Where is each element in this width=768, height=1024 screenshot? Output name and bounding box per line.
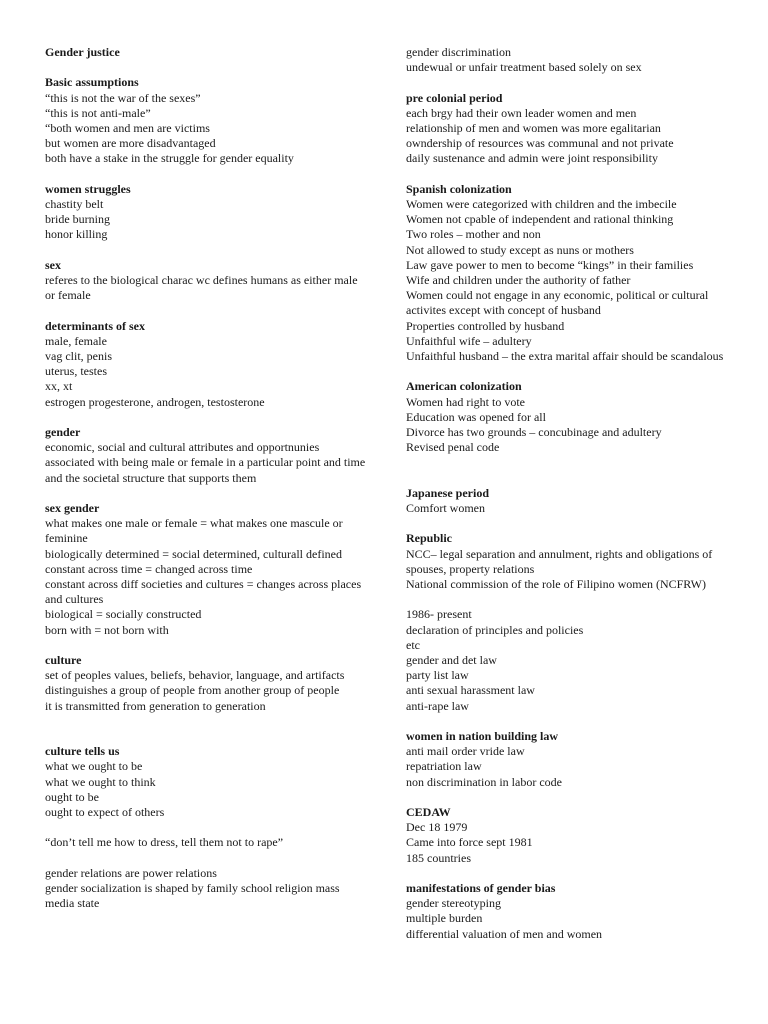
section-heading: Republic <box>406 531 453 546</box>
note-line: Properties controlled by husband <box>406 318 565 333</box>
note-line: National commission of the role of Filipino women (NCFRW) <box>406 577 706 592</box>
note-line: ought to expect of others <box>45 805 165 820</box>
note-line: relationship of men and women was more egalitarian <box>406 121 661 135</box>
section-heading: gender <box>45 425 81 439</box>
note-line: “don’t tell me how to dress, tell them not to rape” <box>45 835 284 850</box>
note-line: undewual or unfair treatment based solely on sex <box>406 60 642 75</box>
section-heading: Spanish colonization <box>406 181 512 196</box>
note-section <box>406 379 736 455</box>
note-line: Women had right to vote <box>406 394 526 409</box>
note-line: what makes one male or female = what makes one mascule or feminine <box>45 516 343 546</box>
note-line: Divorce has two grounds – concubinage and adultery <box>406 425 662 440</box>
note-section <box>45 866 370 912</box>
note-line: multiple burden <box>406 911 483 926</box>
note-line: chastity belt <box>45 197 104 211</box>
note-line: economic, social and cultural attributes and opportnunies associated with being male or female in a particular point and time and the societal structure that supports them <box>45 440 366 485</box>
note-line: Women were categorized with children and the imbecile <box>406 197 677 211</box>
note-line: each brgy had their own leader women and men <box>406 105 637 120</box>
note-line: 1986- present <box>406 607 472 622</box>
right-column <box>406 45 736 957</box>
note-section <box>406 91 736 167</box>
note-line: Women could not engage in any economic, political or cultural activites except with concept of husband <box>406 288 709 318</box>
note-line: party list law <box>406 668 469 683</box>
note-line: biologically determined = social determined, culturall defined <box>45 546 342 561</box>
note-section <box>45 319 370 410</box>
section-heading: Japanese period <box>406 485 490 500</box>
section-heading: Gender justice <box>45 45 120 59</box>
note-line: anti-rape law <box>406 698 469 713</box>
note-line: Unfaithful husband – the extra marital affair should be scandalous <box>406 349 724 364</box>
note-line: biological = socially constructed <box>45 607 202 622</box>
note-section <box>45 501 370 638</box>
note-line: gender discrimination <box>406 45 511 59</box>
note-line: referes to the biological charac wc defines humans as either male or female <box>45 273 358 303</box>
note-line: declaration of principles and policies <box>406 622 584 637</box>
note-line: Unfaithful wife – adultery <box>406 333 532 348</box>
note-line: daily sustenance and admin were joint responsibility <box>406 151 658 166</box>
note-line: anti mail order vride law <box>406 744 525 759</box>
note-line: ought to be <box>45 789 99 804</box>
note-section <box>45 425 370 486</box>
section-heading: culture tells us <box>45 744 120 759</box>
note-line: Education was opened for all <box>406 409 546 424</box>
note-line: Women not cpable of independent and rational thinking <box>406 212 674 227</box>
note-section <box>406 486 736 516</box>
note-section <box>406 182 736 364</box>
note-section <box>406 805 736 866</box>
note-line: Came into force sept 1981 <box>406 835 533 850</box>
note-line: non discrimination in labor code <box>406 774 562 789</box>
note-line: Revised penal code <box>406 440 500 455</box>
note-line: but women are more disadvantaged <box>45 136 216 151</box>
note-section <box>45 744 370 820</box>
note-line: anti sexual harassment law <box>406 683 535 698</box>
note-line: born with = not born with <box>45 622 169 637</box>
note-line: differential valuation of men and women <box>406 926 603 941</box>
section-heading: women in nation building law <box>406 729 559 744</box>
section-heading: Basic assumptions <box>45 75 139 90</box>
note-line: repatriation law <box>406 759 482 774</box>
note-line: gender relations are power relations <box>45 865 217 880</box>
note-line: 185 countries <box>406 850 471 865</box>
note-line: what we ought to think <box>45 774 156 789</box>
note-line: estrogen progesterone, androgen, testosterone <box>45 394 265 409</box>
section-heading: American colonization <box>406 379 522 394</box>
note-line: uterus, testes <box>45 364 107 379</box>
note-section <box>406 607 736 713</box>
note-line: what we ought to be <box>45 759 143 774</box>
note-line: “this is not the war of the sexes” <box>45 90 201 105</box>
note-line: xx, xt <box>45 379 73 394</box>
note-line: set of peoples values, beliefs, behavior, language, and artifacts <box>45 668 345 683</box>
note-line: distinguishes a group of people from another group of people <box>45 683 340 698</box>
section-heading: culture <box>45 653 82 668</box>
note-line: “this is not anti-male” <box>45 105 151 120</box>
note-section <box>45 835 370 850</box>
note-section <box>406 729 736 790</box>
note-line: gender and det law <box>406 653 497 668</box>
note-section <box>45 45 370 60</box>
note-line: Law gave power to men to become “kings” in their families <box>406 257 694 272</box>
note-line: Comfort women <box>406 501 485 516</box>
note-line: “both women and men are victims <box>45 121 210 135</box>
note-line: constant across diff societies and cultures = changes across places and cultures <box>45 577 362 607</box>
note-section <box>45 258 370 304</box>
note-line: constant across time = changed across time <box>45 561 253 576</box>
note-line: owndership of resources was communal and not private <box>406 136 674 151</box>
note-line: Dec 18 1979 <box>406 820 468 835</box>
section-heading: pre colonial period <box>406 90 503 105</box>
note-line: male, female <box>45 333 107 348</box>
note-line: Not allowed to study except as nuns or mothers <box>406 242 634 257</box>
section-heading: sex gender <box>45 501 100 515</box>
note-line: etc <box>406 637 420 652</box>
note-line: NCC– legal separation and annulment, rights and obligations of spouses, property relations <box>406 546 713 576</box>
section-heading: manifestations of gender bias <box>406 881 556 896</box>
left-column <box>45 45 370 927</box>
note-line: Wife and children under the authority of father <box>406 273 631 288</box>
note-line: it is transmitted from generation to generation <box>45 698 266 713</box>
note-section <box>406 881 736 942</box>
section-heading: sex <box>45 257 61 272</box>
note-line: gender socialization is shaped by family school religion mass media state <box>45 881 340 911</box>
note-section <box>406 531 736 592</box>
note-line: both have a stake in the struggle for gender equality <box>45 151 294 166</box>
note-section <box>45 653 370 714</box>
section-heading: determinants of sex <box>45 318 145 333</box>
section-heading: CEDAW <box>406 805 451 820</box>
note-line: vag clit, penis <box>45 349 112 363</box>
note-section <box>45 182 370 243</box>
section-heading: women struggles <box>45 181 131 196</box>
note-line: gender stereotyping <box>406 896 501 911</box>
note-line: honor killing <box>45 227 108 242</box>
note-section <box>406 45 736 75</box>
note-line: bride burning <box>45 212 110 227</box>
note-line: Two roles – mother and non <box>406 227 541 242</box>
note-section <box>45 75 370 166</box>
